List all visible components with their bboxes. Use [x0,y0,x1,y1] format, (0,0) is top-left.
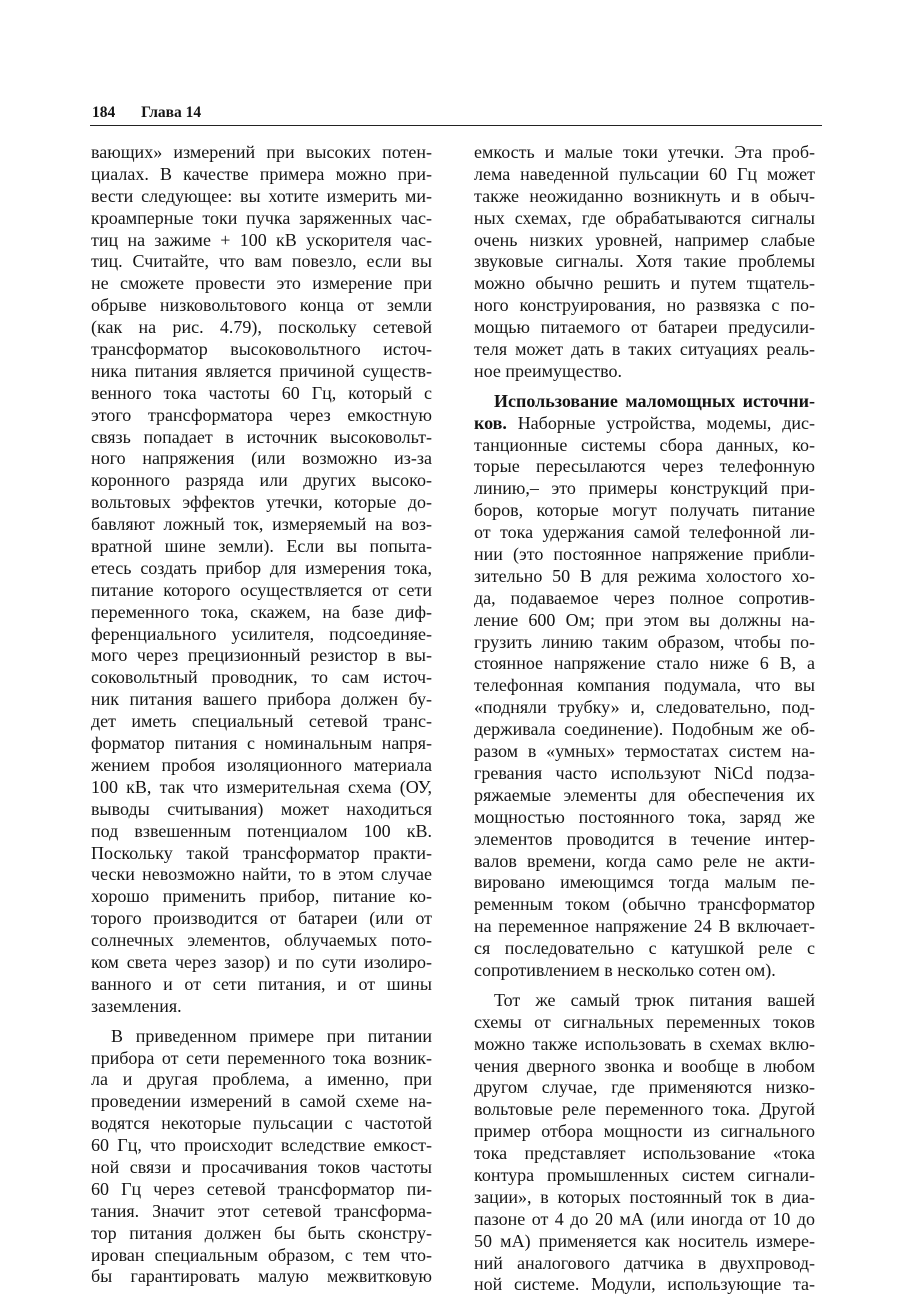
text-line: заземления. [91,995,182,1016]
text-line: от тока удержания самой телефонной ли- [474,522,815,543]
text-line: лема наведенной пульсации 60 Гц может [474,163,815,184]
text-line: разом в «умных» термостатах систем на- [474,741,815,762]
right-column [474,142,815,1296]
text-line: вольтовые реле переменного тока. Другой [474,1099,815,1120]
text-line: зации», в которых постоянный ток в диа- [474,1186,815,1207]
text-line: чения дверного звонка и вообще в любом [474,1055,815,1076]
text-line: трансформатор высоковольтного источ- [91,339,432,360]
text-line: под взвешенным потенциалом 100 кВ. [91,820,432,841]
text-line: водятся некоторые пульсации с частотой [91,1113,432,1134]
text-line: бавляют ложный ток, измеряемый на воз- [91,514,432,535]
text-line: очень низких уровней, например слабые [474,229,815,250]
text-line: прибора от сети переменного тока возник- [91,1047,432,1068]
text-line: зительно 50 В для режима холостого хо- [474,565,815,586]
text-line: тиц. Считайте, что вам повезло, если вы [91,251,432,272]
text-line: другом случае, где применяются низко- [474,1077,815,1098]
text-line: нии (это постоянное напряжение прибли- [474,544,815,565]
text-line: стоянное напряжение стало ниже 6 В, а [474,653,815,674]
text-line: вести следующее: вы хотите измерить ми- [91,185,432,206]
text-line: этого трансформатора через емкостную [91,404,432,425]
text-line: ременным током (обычно трансформатор [474,894,815,915]
header-rule [90,125,822,126]
text-line: гревания часто используют NiCd подза- [474,762,815,783]
text-line: да, подаваемое через полное сопротив- [474,587,815,608]
text-line: жением пробоя изоляционного материала [91,754,432,775]
text-line: форматор питания с номинальным напря- [91,733,432,754]
text-line: выводы считывания) может находиться [91,798,432,819]
text-line: ление 600 Ом; при этом вы должны на- [474,609,815,630]
text-line: ний аналогового датчика в двухпровод- [474,1252,815,1273]
text-line: торого производится от батареи (или от [91,908,432,929]
text-line: ся последовательно с катушкой реле с [474,938,815,959]
text-line: питание которого осуществляется от сети [91,579,432,600]
text-line: «подняли трубку» и, следовательно, под- [474,697,815,718]
text-line: коронного разряда или других высоко- [91,470,432,491]
text-line: ное преимущество. [474,360,623,381]
text-line: 50 мА) применяется как носитель измере- [474,1230,815,1251]
text-line: не сможете провести это измерение при [91,273,432,294]
text-line: ного конструирования, но развязка с по- [474,295,815,316]
text-line: ла и другая проблема, а именно, при [91,1069,432,1090]
text-line: держивала соединение). Подобным же об- [474,719,815,740]
text-line: линию,– это примеры конструкций при- [474,478,815,499]
text-line: 60 Гц через сетевой трансформатор пи- [91,1178,432,1199]
text-line: ника питания является причиной существ- [91,360,432,381]
text-line: соковольтный проводник, то сам источ- [91,667,432,688]
text-line: ков. Наборные устройства, модемы, дис- [474,412,815,433]
text-line: элементов проводится в течение интер- [474,828,815,849]
text-line: вольтовых эффектов утечки, которые до- [91,492,432,513]
text-line: теля может дать в таких ситуациях реаль- [474,339,815,360]
section-heading: Использование маломощных источни- [494,390,815,411]
text-line: грузить линию таким образом, чтобы по- [474,631,815,652]
text-line: Тот же самый трюк питания вашей [494,989,815,1010]
text-line: тор питания должен бы быть сконстру- [91,1222,432,1243]
text-line: ряжаемые элементы для обеспечения их [474,784,815,805]
text-line: пример отбора мощности из сигнального [474,1121,815,1142]
text-line: вающих» измерений при высоких потен- [91,142,432,162]
left-column [91,142,432,1288]
text-line: чески невозможно найти, то в этом случае [91,864,432,885]
text-line: етесь создать прибор для измерения тока, [91,557,432,578]
text-line: тока представляет использование «тока [474,1143,815,1164]
text-line: танционные системы сбора данных, ко- [474,434,815,455]
text-line: ванного и от сети питания, и от шины [91,973,432,994]
text-line: (как на рис. 4.79), поскольку сетевой [91,317,432,338]
text-line: можно также использовать в схемах вклю- [474,1033,815,1054]
text-line: можно обычно решить и путем тщатель- [474,273,815,294]
text-line: торые пересылаются через телефонную [474,456,815,477]
text-line: циалах. В качестве примера можно при- [91,163,432,184]
text-line: 100 кВ, так что измерительная схема (ОУ, [91,776,432,797]
text-line: ирован специальным образом, с тем что- [91,1244,432,1265]
text-line: мощностью постоянного тока, заряд же [474,806,815,827]
text-line: ной системе. Модули, использующие та- [474,1274,815,1295]
text-line: ной связи и просачивания токов частоты [91,1156,432,1177]
text-line: валов времени, когда само реле не акти- [474,850,815,871]
text-line: солнечных элементов, облучаемых пото- [91,930,432,951]
text-line: венного тока частоты 60 Гц, который с [91,382,432,403]
text-line: телефонная компания подумала, что вы [474,675,815,696]
text-line: звуковые сигналы. Хотя такие проблемы [474,251,815,272]
text-line: боров, которые могут получать питание [474,500,815,521]
text-line: также неожиданно возникнуть и в обыч- [474,185,815,206]
text-line: пазоне от 4 до 20 мА (или иногда от 10 до [474,1208,815,1229]
text-line: вировано имеющимся тогда малым пе- [474,872,815,893]
text-line: ференциального усилителя, подсоединяе- [91,623,432,644]
text-line: дет иметь специальный сетевой транс- [91,711,432,732]
text-line: тания. Значит этот сетевой трансформа- [91,1200,432,1221]
text-line: контура промышленных систем сигнали- [474,1164,815,1185]
text-line: ного напряжения (или возможно из-за [91,448,432,469]
text-line: мощью питаемого от батареи предусили- [474,317,815,338]
text-line: сопротивлением в несколько сотен ом). [474,959,776,980]
text-line: проведении измерений в самой схеме на- [91,1091,432,1112]
text-line: ных схемах, где обрабатываются сигналы [474,207,815,228]
text-line: на переменное напряжение 24 В включает- [474,916,815,937]
section-heading-end: ков. [474,412,507,433]
text-line: мого через прецизионный резистор в вы- [91,645,432,666]
text-line: ком света через зазор) и по сути изолиро- [91,951,432,972]
chapter-title: Глава 14 [141,104,202,121]
text-line: тиц на зажиме + 100 кВ ускорителя час- [91,229,432,250]
text-line: переменного тока, скажем, на базе диф- [91,601,432,622]
text-line: вратной шине земли). Если вы попыта- [91,536,432,557]
text-line: Поскольку такой трансформатор практи- [91,842,432,863]
text-line: бы гарантировать малую межвитковую [91,1266,432,1287]
text-line: связь попадает в источник высоковольт- [91,426,432,447]
page-number: 184 [92,104,116,121]
text-line: 60 Гц, что происходит вследствие емкост- [91,1135,432,1156]
text-line: хорошо применить прибор, питание ко- [91,886,432,907]
text-line: емкость и малые токи утечки. Эта проб- [474,142,815,162]
text-line: схемы от сигнальных переменных токов [474,1011,815,1032]
text-line: обрыве низковольтового конца от земли [91,295,432,316]
text-line: В приведенном примере при питании [111,1025,432,1046]
running-head [92,104,201,122]
text-line: кроамперные токи пучка заряженных час- [91,207,432,228]
text-line: ник питания вашего прибора должен бу- [91,689,432,710]
